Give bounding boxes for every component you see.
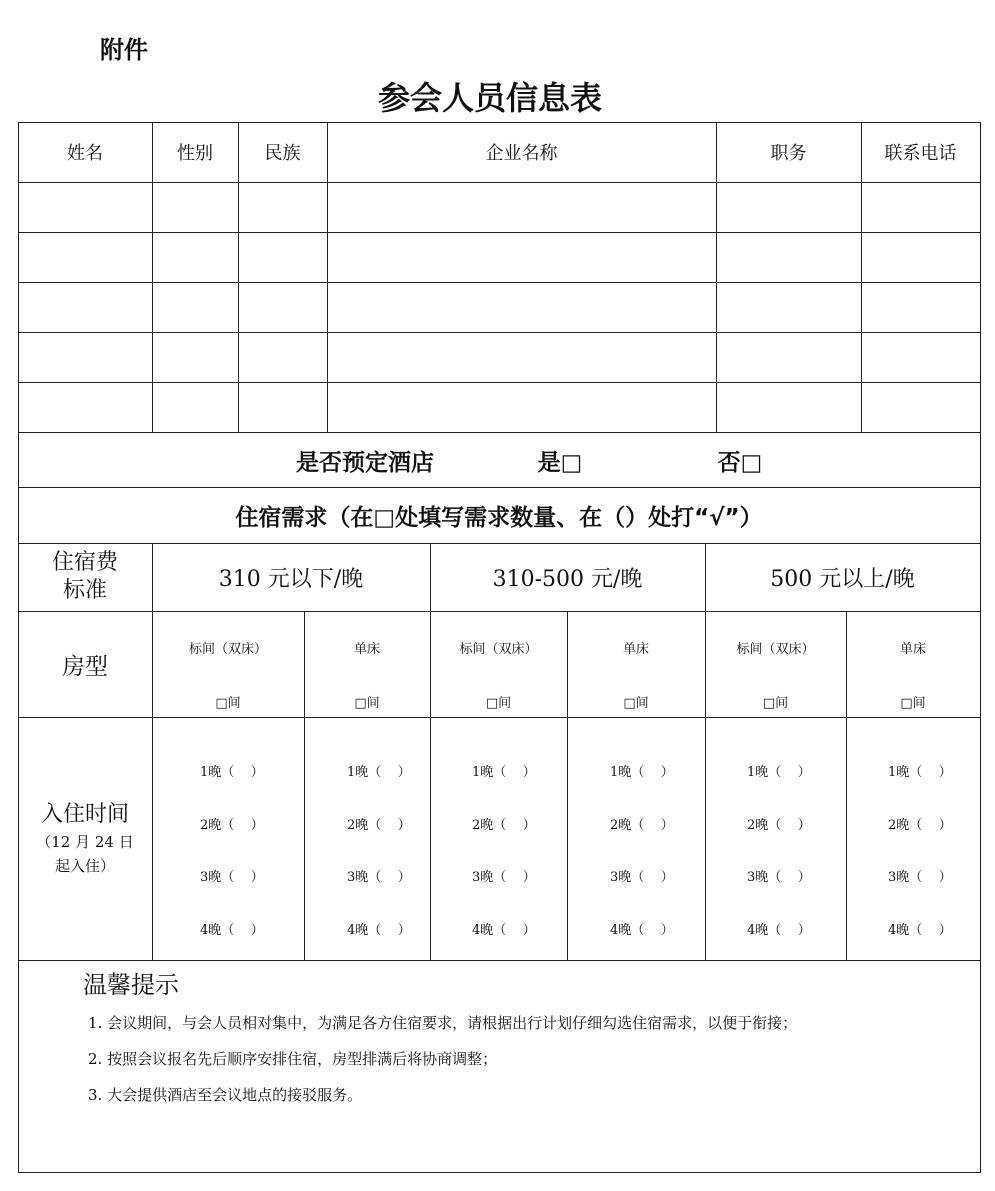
room-count-box[interactable]: □间 xyxy=(900,695,926,711)
room-type-single: 单床 xyxy=(353,641,380,657)
header-gender: 性别 xyxy=(177,143,213,164)
night-option[interactable]: 2晚（ ） xyxy=(472,818,536,833)
night-option[interactable]: 3晚（ ） xyxy=(888,870,952,885)
participant-rows[interactable] xyxy=(19,183,980,432)
room-count-box[interactable]: □间 xyxy=(485,695,512,711)
night-option[interactable]: 1晚（ ） xyxy=(747,765,811,780)
night-option[interactable]: 4晚（ ） xyxy=(747,923,811,938)
room-type-label: 房型 xyxy=(62,653,108,680)
lodging-title: 住宿需求（在□处填写需求数量、在（）处打“√”） xyxy=(235,505,763,531)
header-phone: 联系电话 xyxy=(884,143,957,164)
tips-item: 1. 会议期间，与会人员相对集中，为满足各方住宿要求，请根据出行计划仔细勾选住宿需求，以便于衔接； xyxy=(88,1014,798,1032)
room-count-box[interactable]: □间 xyxy=(215,695,241,711)
room-count-box[interactable]: □间 xyxy=(354,695,380,711)
checkin-label-line1: 入住时间 xyxy=(40,801,129,827)
booking-question: 是否预定酒店 xyxy=(296,449,434,476)
night-option[interactable]: 1晚（ ） xyxy=(200,765,264,780)
fee-tier-high: 500 元以上/晚 xyxy=(770,567,915,592)
room-type-single: 单床 xyxy=(899,641,926,657)
fee-label-line2: 标准 xyxy=(62,578,107,603)
room-type-single: 单床 xyxy=(622,641,649,657)
attachment-label: 附件 xyxy=(100,36,148,64)
night-option[interactable]: 3晚（ ） xyxy=(747,870,811,885)
booking-no-option[interactable]: 否□ xyxy=(717,449,763,476)
night-option[interactable]: 4晚（ ） xyxy=(472,923,536,938)
night-option[interactable]: 3晚（ ） xyxy=(347,870,411,885)
night-option[interactable]: 1晚（ ） xyxy=(347,765,411,780)
night-option[interactable]: 4晚（ ） xyxy=(200,923,264,938)
tips-item: 3. 大会提供酒店至会议地点的接驳服务。 xyxy=(88,1086,363,1104)
checkin-label-line3: 起入住） xyxy=(54,856,115,875)
header-position: 职务 xyxy=(770,143,807,164)
page-title: 参会人员信息表 xyxy=(377,79,602,117)
night-option[interactable]: 3晚（ ） xyxy=(200,870,264,885)
night-option[interactable]: 1晚（ ） xyxy=(888,765,952,780)
room-type-standard: 标间（双床） xyxy=(188,641,267,657)
night-option[interactable]: 2晚（ ） xyxy=(888,818,952,833)
night-option[interactable]: 4晚（ ） xyxy=(888,923,952,938)
night-option[interactable]: 2晚（ ） xyxy=(610,818,674,833)
header-name: 姓名 xyxy=(67,143,103,164)
fee-label xyxy=(18,543,152,611)
tips-title: 温馨提示 xyxy=(83,971,179,999)
night-option[interactable]: 3晚（ ） xyxy=(472,870,536,885)
checkin-label-line2: （12 月 24 日 xyxy=(36,832,134,851)
night-option[interactable]: 1晚（ ） xyxy=(610,765,674,780)
room-count-box[interactable]: □间 xyxy=(623,695,649,711)
fee-tier-mid: 310-500 元/晚 xyxy=(492,567,643,592)
night-option[interactable]: 4晚（ ） xyxy=(610,923,674,938)
tips-item: 2. 按照会议报名先后顺序安排住宿，房型排满后将协商调整； xyxy=(88,1050,498,1068)
checkin-label xyxy=(18,717,152,960)
room-type-standard: 标间（双床） xyxy=(459,641,538,657)
night-option[interactable]: 3晚（ ） xyxy=(610,870,674,885)
room-type-standard: 标间（双床） xyxy=(736,641,815,657)
night-option[interactable]: 4晚（ ） xyxy=(347,923,411,938)
fee-tier-low: 310 元以下/晚 xyxy=(218,567,364,592)
header-ethnicity: 民族 xyxy=(264,143,301,164)
room-count-box[interactable]: □间 xyxy=(762,695,789,711)
night-option[interactable]: 2晚（ ） xyxy=(747,818,811,833)
night-option[interactable]: 2晚（ ） xyxy=(347,818,411,833)
fee-label-line1: 住宿费 xyxy=(51,550,118,575)
night-option[interactable]: 2晚（ ） xyxy=(200,818,264,833)
header-company: 企业名称 xyxy=(485,143,558,164)
booking-yes-option[interactable]: 是□ xyxy=(537,449,583,476)
night-option[interactable]: 1晚（ ） xyxy=(472,765,536,780)
